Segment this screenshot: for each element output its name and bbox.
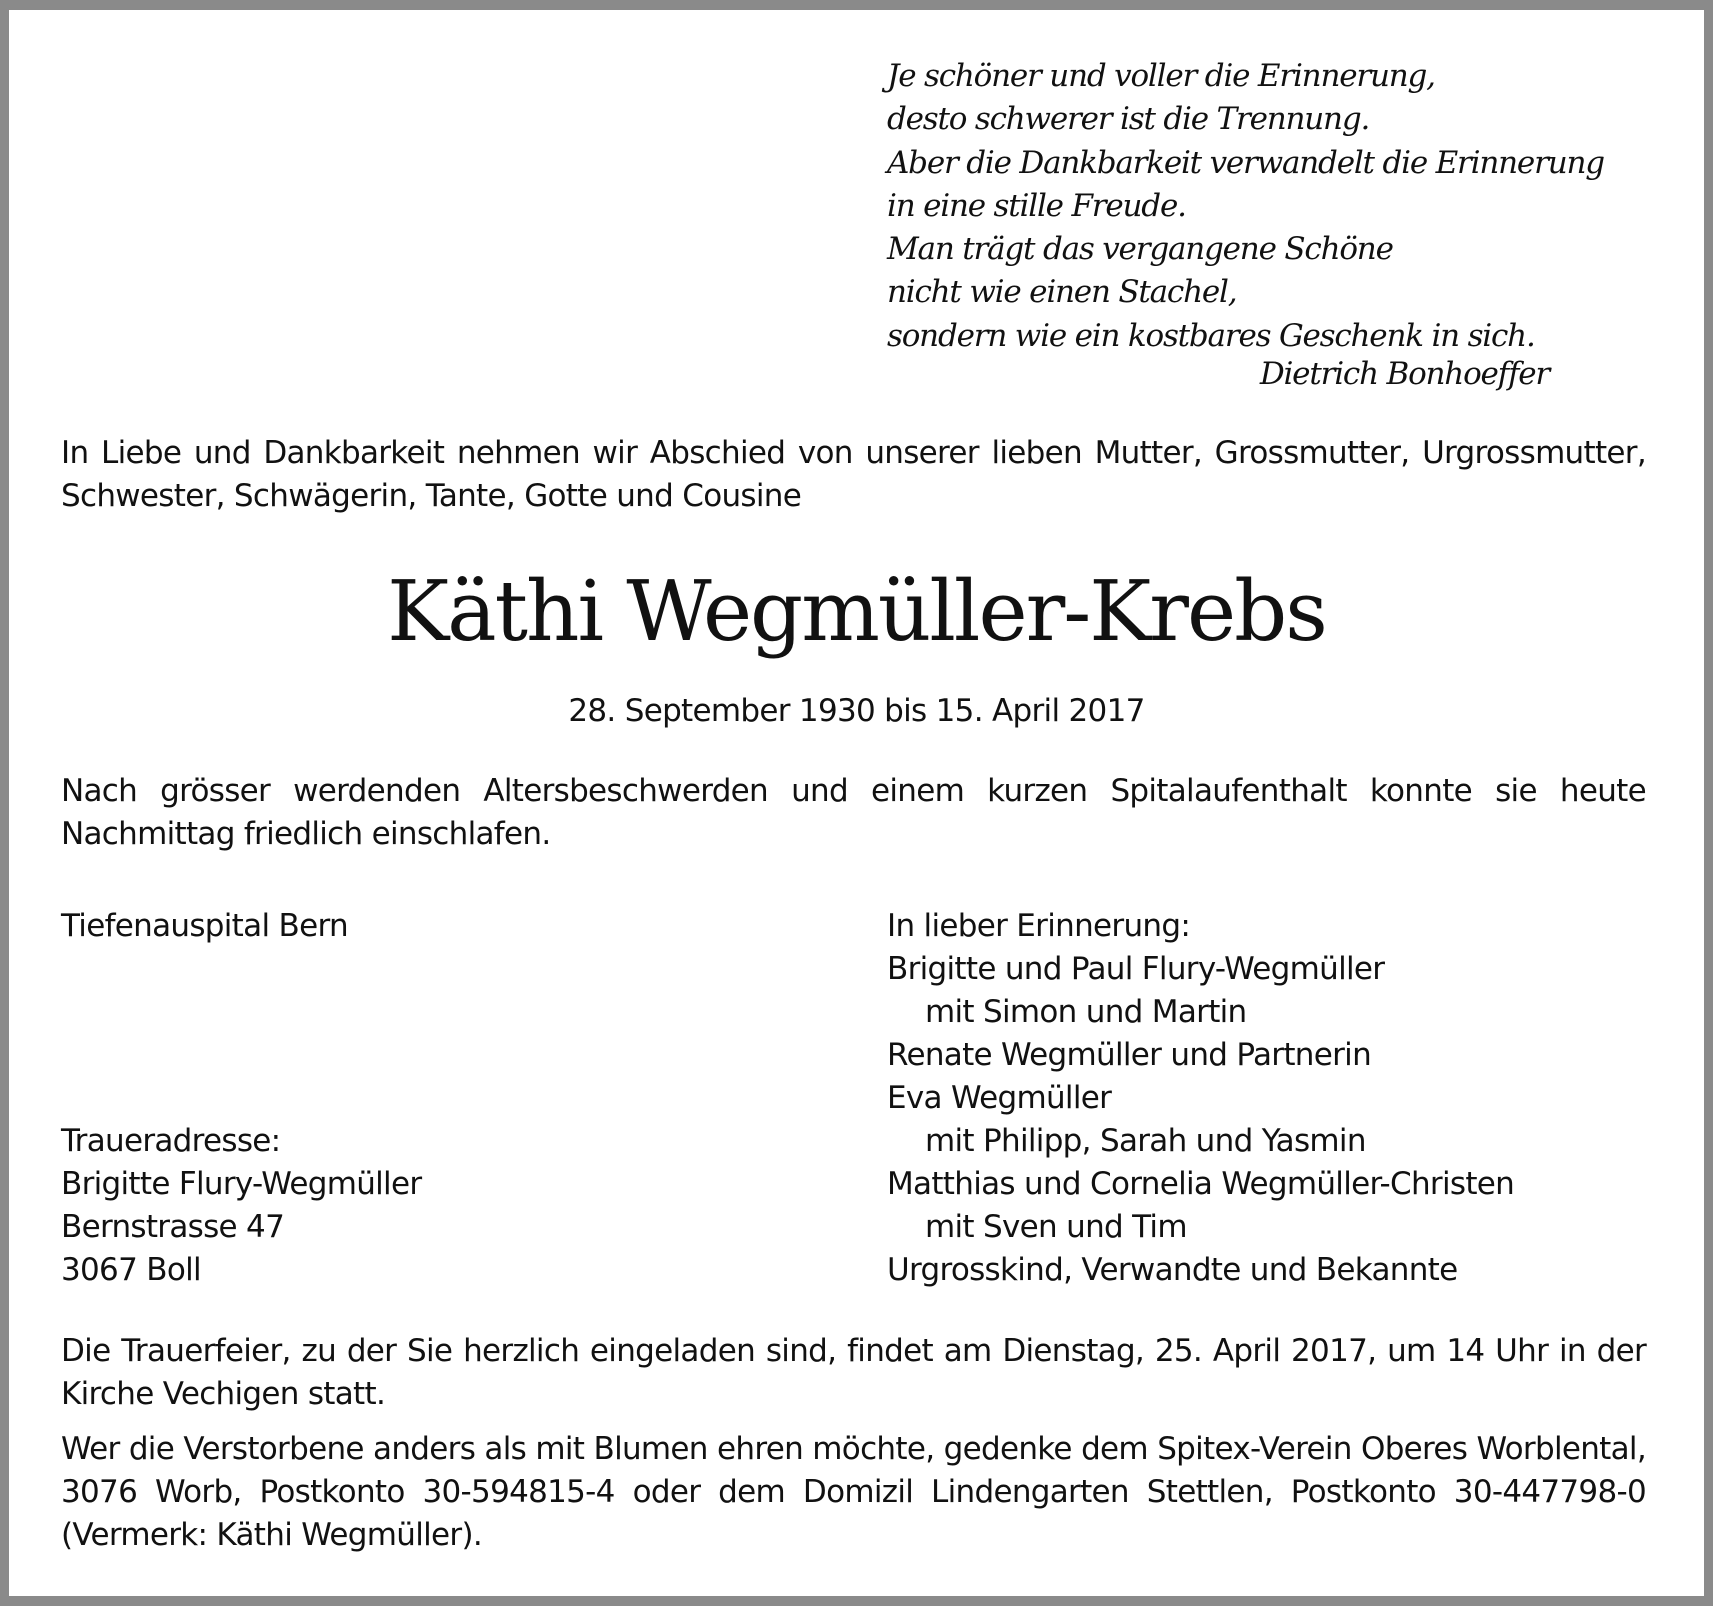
- mourner-line: Eva Wegmüller: [887, 1080, 1112, 1116]
- mourner-line: mit Sven und Tim: [925, 1209, 1187, 1245]
- address-name: Brigitte Flury-Wegmüller: [61, 1166, 422, 1202]
- mourning-address: [61, 1120, 421, 1292]
- life-dates: 28. September 1930 bis 15. April 2017: [568, 693, 1145, 729]
- poem-line: in eine stille Freude.: [887, 187, 1186, 224]
- address-street: Bernstrasse 47: [61, 1209, 285, 1245]
- mourners-heading: In lieber Erinnerung:: [887, 908, 1191, 944]
- mourners-list: [887, 905, 1514, 1292]
- mourner-line: mit Simon und Martin: [925, 994, 1247, 1030]
- donation-text: Wer die Verstorbene anders als mit Blumen ehren möchte, gedenke dem Spitex-Verein Oberes Worblental, 3076 Worb, Postkonto 30-594815-4 oder dem Domizil Lindengarten Stettlen, Postkonto 30-447798-0 (Vermerk: Käthi Wegmüller).: [61, 1431, 1646, 1553]
- mourner-line: Urgrosskind, Verwandte und Bekannte: [887, 1252, 1458, 1288]
- address-city: 3067 Boll: [61, 1252, 201, 1288]
- mourner-line: Matthias und Cornelia Wegmüller-Christen: [887, 1166, 1515, 1202]
- location-text: [61, 905, 348, 948]
- poem-line: nicht wie einen Stachel,: [887, 274, 1237, 311]
- poem-line: Man trägt das vergangene Schöne: [887, 231, 1393, 268]
- address-label: Traueradresse:: [61, 1123, 281, 1159]
- funeral-text: Die Trauerfeier, zu der Sie herzlich eingeladen sind, findet am Dienstag, 25. April 2017, um 14 Uhr in der Kirche Vechigen statt.: [61, 1333, 1646, 1412]
- poem-line: Je schöner und voller die Erinnerung,: [887, 58, 1435, 94]
- intro-text: In Liebe und Dankbarkeit nehmen wir Abschied von unserer lieben Mutter, Grossmutter, Urgrossmutter, Schwester, Schwägerin, Tante, Gotte und Cousine: [61, 435, 1646, 514]
- mourner-line: mit Philipp, Sarah und Yasmin: [925, 1123, 1366, 1159]
- poem-line: Aber die Dankbarkeit verwandelt die Erinnerung: [887, 144, 1604, 181]
- poem-quote: [887, 55, 1687, 358]
- obituary-page: [9, 10, 1704, 1596]
- poem-line: desto schwerer ist die Trennung.: [887, 101, 1370, 138]
- mourner-line: Renate Wegmüller und Partnerin: [887, 1037, 1372, 1073]
- deceased-name: Käthi Wegmüller-Krebs: [387, 563, 1326, 660]
- location-line: Tiefenauspital Bern: [61, 908, 348, 944]
- poem-author: Dietrich Bonhoeffer: [1259, 356, 1549, 392]
- mourner-line: Brigitte und Paul Flury-Wegmüller: [887, 951, 1385, 987]
- circumstances-text: Nach grösser werdenden Altersbeschwerden und einem kurzen Spitalaufenthalt konnte sie heute Nachmittag friedlich einschlafen.: [61, 773, 1646, 852]
- poem-line: sondern wie ein kostbares Geschenk in sich.: [887, 317, 1535, 354]
